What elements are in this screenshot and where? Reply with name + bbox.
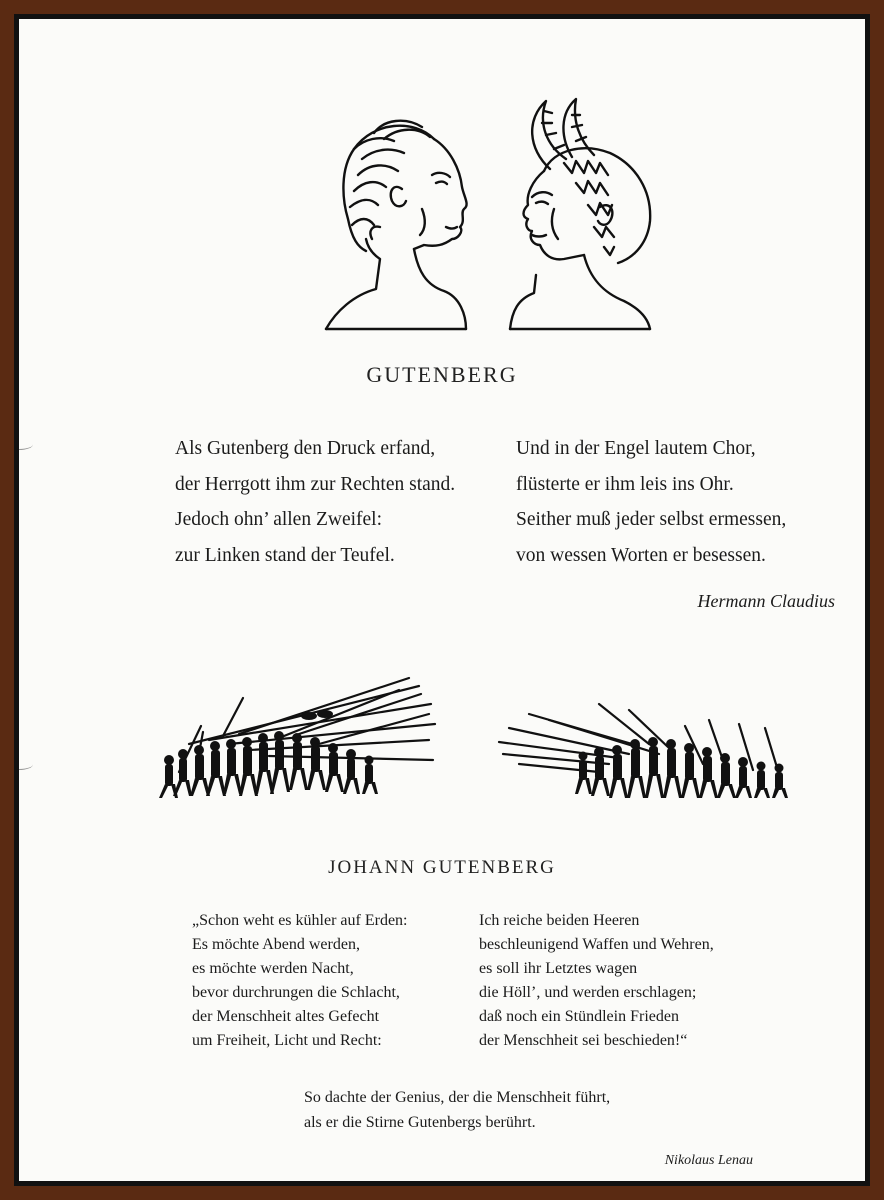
poem1-right-stanza bbox=[516, 431, 786, 573]
poem-line: um Freiheit, Licht und Recht: bbox=[192, 1032, 382, 1049]
poem-line: beschleunigend Waffen und Wehren, bbox=[479, 936, 714, 953]
poem-line: von wessen Worten er besessen. bbox=[516, 544, 766, 566]
punch-hole-mark-upper bbox=[19, 439, 33, 450]
document-page bbox=[19, 19, 865, 1181]
poem-title-gutenberg: GUTENBERG bbox=[366, 362, 518, 387]
poem-line: Als Gutenberg den Druck erfand, bbox=[175, 438, 436, 459]
poem-line: Seither muß jeder selbst ermessen, bbox=[516, 509, 787, 530]
angel-and-devil-heads-icon bbox=[314, 79, 664, 339]
poem1-left-stanza bbox=[175, 431, 455, 573]
poem-line: zur Linken stand der Teufel. bbox=[175, 544, 395, 566]
poem-title-johann-gutenberg: JOHANN GUTENBERG bbox=[328, 857, 556, 878]
poem2-left-stanza bbox=[192, 909, 407, 1053]
poem2-right-stanza bbox=[479, 909, 714, 1053]
poem1-author: Hermann Claudius bbox=[697, 591, 835, 611]
poem-line: flüsterte er ihm leis ins Ohr. bbox=[516, 473, 734, 495]
poem-line: Jedoch ohn’ allen Zweifel: bbox=[175, 509, 383, 530]
poem2-author: Nikolaus Lenau bbox=[664, 1153, 753, 1168]
army-with-spears-left-icon bbox=[149, 664, 439, 804]
poem2-closing-stanza bbox=[304, 1085, 610, 1135]
punch-hole-mark-lower bbox=[19, 759, 33, 770]
poem-line: So dachte der Genius, der die Menschheit führt, bbox=[304, 1089, 611, 1106]
poem-line: Und in der Engel lautem Chor, bbox=[516, 438, 756, 459]
poem-line: bevor durchrungen die Schlacht, bbox=[192, 984, 400, 1001]
poem-line: es soll ihr Letztes wagen bbox=[479, 960, 638, 977]
poem-line: „Schon weht es kühler auf Erden: bbox=[192, 912, 408, 929]
poem-line: daß noch ein Stündlein Frieden bbox=[479, 1008, 679, 1025]
poem-line: der Menschheit sei beschieden!“ bbox=[479, 1032, 688, 1049]
poem-line: die Höll’, und werden erschlagen; bbox=[479, 984, 697, 1001]
poem-line: als er die Stirne Gutenbergs berührt. bbox=[304, 1114, 536, 1131]
poem-line: der Herrgott ihm zur Rechten stand. bbox=[175, 473, 456, 495]
poem-line: der Menschheit altes Gefecht bbox=[192, 1008, 380, 1025]
poem-line: Ich reiche beiden Heeren bbox=[479, 912, 640, 929]
army-with-spears-right-icon bbox=[489, 684, 809, 804]
poem-line: Es möchte Abend werden, bbox=[192, 936, 360, 953]
poem-line: es möchte werden Nacht, bbox=[192, 960, 354, 977]
